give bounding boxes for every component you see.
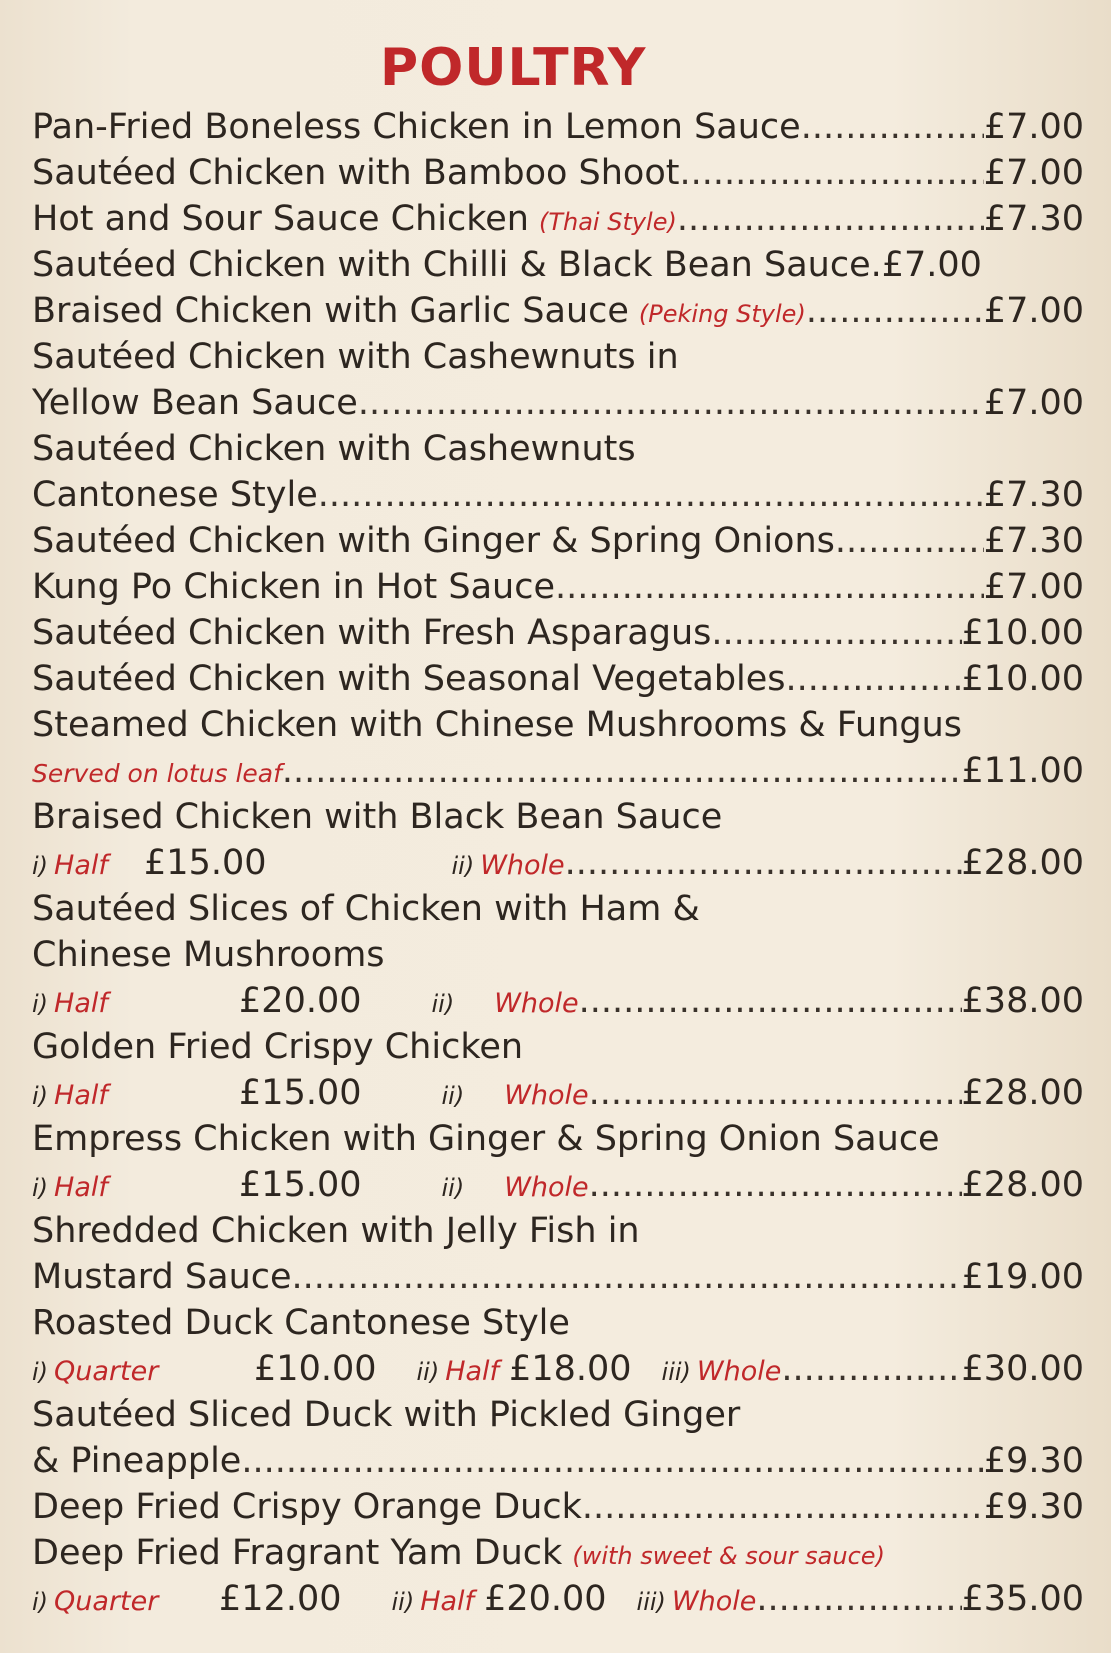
option-size: Whole [504,1080,589,1111]
menu-item-line1 [32,1392,1084,1438]
menu-item-line2 [32,1438,1084,1484]
menu-item-line1 [32,1300,1084,1346]
option-price: £15.00 [144,843,267,883]
option-size: Whole [696,1356,782,1387]
menu-item-line2 [32,380,1084,426]
menu-item [32,150,1084,196]
item-price: £19.00 [961,1257,1084,1297]
dot-leader [358,380,984,426]
dot-leader [786,656,962,702]
option-price: £28.00 [961,1165,1084,1205]
item-price: £7.00 [983,291,1084,331]
menu-item-line1 [32,1530,1084,1576]
item-price: £7.00 [983,567,1084,607]
item-name-cont: & Pineapple [32,1441,242,1481]
option-size: Half [54,1172,108,1203]
option-size: Half [54,988,108,1019]
dot-leader [801,104,984,150]
option-size: Half [54,850,108,881]
option-price: £20.00 [239,981,362,1021]
option-number: i) [32,1588,49,1616]
menu-item-line1 [32,702,1084,748]
menu-item-options [32,1070,1084,1116]
menu-item [32,242,1084,288]
option-number: iii) [661,1358,691,1386]
option-number: i) [32,1174,49,1202]
option-number: ii) [441,1174,465,1202]
menu-item-line2 [32,748,1084,794]
menu-item-line1 [32,426,1084,472]
option-price: £35.00 [961,1579,1084,1619]
item-name: Golden Fried Crispy Chicken [32,1027,524,1067]
option-number: ii) [431,990,455,1018]
item-name: Roasted Duck Cantonese Style [32,1303,570,1343]
menu-item-line1 [32,1208,1084,1254]
option-size: Half [54,1080,108,1111]
item-name: Sautéed Slices of Chicken with Ham & [32,889,700,929]
item-name: Sautéed Chicken with Fresh Asparagus [32,613,712,653]
item-name-cont: Mustard Sauce [32,1257,292,1297]
dot-leader [292,1254,962,1300]
dot-leader [679,150,983,196]
item-name: Sautéed Chicken with Cashewnuts in [32,337,679,377]
dot-leader [711,610,961,656]
option-size: Half [445,1356,500,1387]
menu-item-line1 [32,1116,1084,1162]
item-price: £7.00 [983,153,1084,193]
item-name: Deep Fried Crispy Orange Duck [32,1487,582,1527]
item-name: Sautéed Chicken with Ginger & Spring Onions [32,521,835,561]
item-name: Sautéed Chicken with Seasonal Vegetables [32,659,786,699]
menu-item [32,610,1084,656]
dot-leader [589,1070,962,1116]
item-name: Empress Chicken with Ginger & Spring Onion Sauce [32,1119,940,1159]
option-price: £15.00 [239,1165,362,1205]
item-note: Served on lotus leaf [32,759,282,788]
option-price: £38.00 [961,981,1084,1021]
option-size: Whole [494,988,579,1019]
option-price: £18.00 [509,1349,632,1389]
item-name: Sautéed Chicken with Cashewnuts [32,429,636,469]
option-number: ii) [416,1358,440,1386]
menu-item-line1 [32,1024,1084,1070]
dot-leader [589,1162,962,1208]
option-price: £12.00 [219,1579,342,1619]
item-name: Braised Chicken with Garlic Sauce [32,291,629,331]
item-name: Shredded Chicken with Jelly Fish in [32,1211,640,1251]
item-price: £10.00 [961,659,1084,699]
item-price: £7.30 [983,199,1084,239]
option-price: £15.00 [239,1073,362,1113]
option-price: £30.00 [961,1349,1084,1389]
menu-item [32,196,1084,242]
item-name-cont: Yellow Bean Sauce [32,383,358,423]
menu-item-options [32,840,1084,886]
menu-item-line2 [32,1254,1084,1300]
option-size: Quarter [54,1586,159,1617]
item-name-cont: Chinese Mushrooms [32,935,385,975]
menu-item [32,104,1084,150]
item-price: £7.00 [881,245,982,285]
item-note: (Thai Style) [538,208,677,236]
option-number: i) [32,990,49,1018]
menu-item-line2 [32,932,1084,978]
menu-item [32,1484,1084,1530]
dot-leader [835,518,984,564]
section-title: POULTRY [380,38,647,98]
dot-leader [565,840,962,886]
dot-leader [579,978,962,1024]
option-number: i) [32,1082,49,1110]
item-price: £7.00 [983,107,1084,147]
menu-item-line1 [32,794,1084,840]
item-name: Sautéed Chicken with Chilli & Black Bean Sauce. [32,245,882,285]
menu-item-line1 [32,334,1084,380]
dot-leader [677,196,984,242]
item-name: Pan-Fried Boneless Chicken in Lemon Sauce [32,107,801,147]
option-number: i) [32,852,49,880]
dot-leader [806,288,984,334]
dot-leader [241,1438,983,1484]
option-number: ii) [441,1082,465,1110]
option-price: £10.00 [254,1349,377,1389]
menu-item-options [32,1346,1084,1392]
item-price: £11.00 [961,751,1084,791]
item-name: Braised Chicken with Black Bean Sauce [32,797,723,837]
option-price: £28.00 [961,1073,1084,1113]
menu-item-options [32,1162,1084,1208]
option-number: iii) [636,1588,666,1616]
menu-item-options [32,1576,1084,1622]
item-note: (with sweet & sour sauce) [572,1542,885,1570]
option-size: Whole [504,1172,589,1203]
item-name-cont: Cantonese Style [32,475,318,515]
option-number: ii) [391,1588,415,1616]
option-size: Half [420,1586,475,1617]
option-size: Quarter [54,1356,159,1387]
option-size: Whole [480,850,565,881]
item-price: £7.30 [983,521,1084,561]
option-price: £28.00 [961,843,1084,883]
item-price: £7.30 [983,475,1084,515]
option-number: ii) [451,852,475,880]
item-name: Steamed Chicken with Chinese Mushrooms & Fungus [32,705,963,745]
item-note: (Peking Style) [638,300,806,328]
menu-item [32,564,1084,610]
option-number: i) [32,1358,49,1386]
item-price: £7.00 [983,383,1084,423]
menu-item [32,656,1084,702]
item-price: £10.00 [961,613,1084,653]
item-name: Hot and Sour Sauce Chicken [32,199,529,239]
item-name: Deep Fried Fragrant Yam Duck [32,1533,563,1573]
dot-leader [582,1484,984,1530]
menu-list [32,104,1084,1622]
dot-leader [781,1346,961,1392]
dot-leader [318,472,984,518]
menu-item-line2 [32,472,1084,518]
option-size: Whole [671,1586,757,1617]
item-name: Sautéed Sliced Duck with Pickled Ginger [32,1395,741,1435]
item-price: £9.30 [983,1441,1084,1481]
item-name: Kung Po Chicken in Hot Sauce [32,567,556,607]
menu-item-line1 [32,886,1084,932]
menu-item-options [32,978,1084,1024]
item-price: £9.30 [983,1487,1084,1527]
menu-item [32,288,1084,334]
dot-leader [555,564,984,610]
menu-item [32,518,1084,564]
dot-leader [756,1576,961,1622]
option-price: £20.00 [484,1579,607,1619]
dot-leader [282,748,962,794]
item-name: Sautéed Chicken with Bamboo Shoot [32,153,680,193]
